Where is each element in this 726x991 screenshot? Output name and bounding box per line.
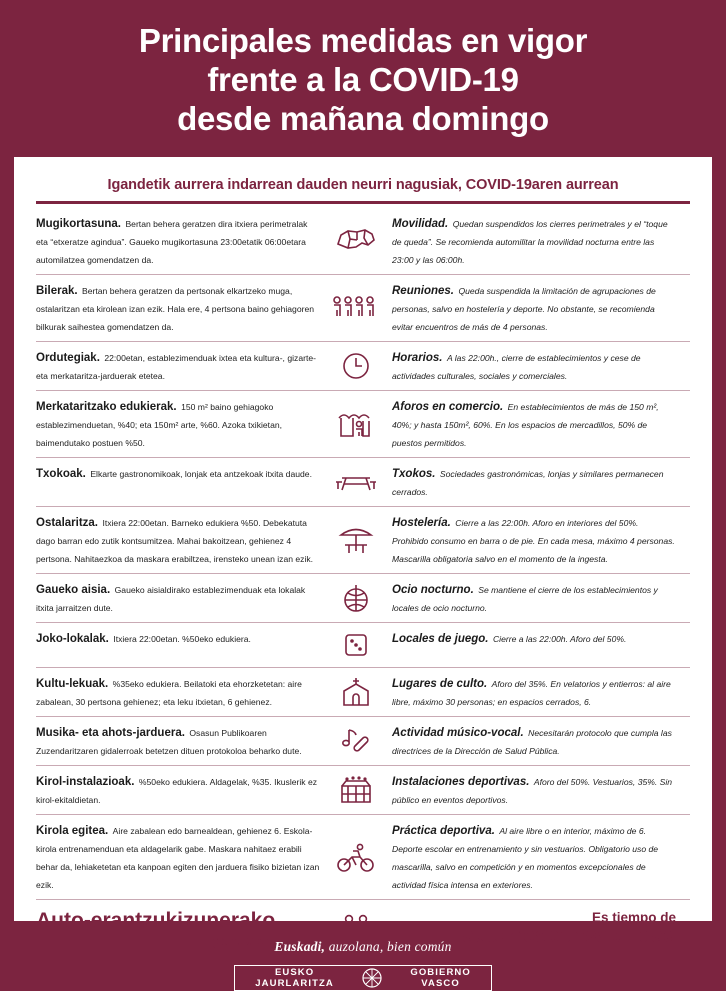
measure-es <box>386 579 676 617</box>
measure-text-es: Queda suspendida la limitación de agrupaciones de personas, salvo en hostelería y deporte. No obstante, se recomienda evitar encuentros de más de 4 personas. <box>392 285 656 332</box>
measure-term-eu: Mugikortasuna. <box>36 217 121 230</box>
disco-ball-icon <box>326 579 386 617</box>
measure-eu <box>36 820 326 894</box>
measure-term-eu: Gaueko aisia. <box>36 583 111 596</box>
measure-term-es: Horarios. <box>392 351 443 364</box>
measure-es <box>386 673 676 711</box>
measure-text-eu: Bertan behera geratzen dira itxiera perimetralak eta “etxeratze agindua”. Gaueko mugikortasuna 23:00etatik 06:00etara automilatzea gomendatzen da. <box>36 218 308 265</box>
measure-term-eu: Kirola egitea. <box>36 824 109 837</box>
measure-es <box>386 213 676 269</box>
map-basque-country-icon <box>326 213 386 269</box>
measure-term-eu: Merkataritzako edukierak. <box>36 400 177 413</box>
list-item <box>36 507 690 574</box>
measure-text-eu: Osasun Publikoaren Zuzendaritzaren gidalerroak betetzen dituen protokoloa beharko dute. <box>36 727 302 756</box>
measure-text-es: Al aire libre o en interior, máximo de 6. Deporte escolar en entrenamiento y sin vestuarios. Obligatorio uso de mascarilla, salvo en competición y en momentos excepcionales de actividad física intensa en exteriores. <box>392 825 659 890</box>
table-bench-icon <box>326 463 386 501</box>
list-item <box>36 766 690 815</box>
slogan-eu-line-1: Auto-erantzukizunerako <box>36 908 276 932</box>
measure-text-es: Cierre a las 22:00h. Aforo del 50%. <box>492 633 627 644</box>
measure-term-es: Txokos. <box>392 467 436 480</box>
list-item <box>36 574 690 623</box>
measure-es <box>386 628 676 662</box>
list-item <box>36 208 690 275</box>
list-item <box>36 391 690 458</box>
measure-text-eu: Elkarte gastronomikoak, lonjak eta antzekoak itxita daude. <box>90 468 312 479</box>
measure-eu <box>36 213 326 269</box>
measure-eu <box>36 280 326 336</box>
list-item <box>36 717 690 766</box>
slogan-eu-line-2: garaia da <box>212 931 274 948</box>
title-line-3: desde mañana domingo <box>177 99 549 137</box>
measure-es <box>386 396 676 452</box>
slogan-es-line-2: autorresponsabilidad <box>462 924 676 948</box>
slogan <box>14 900 712 954</box>
measure-text-eu: Itxiera 22:00etan. Barneko edukiera %50. Debekatuta dago barran edo zutik kontsumitzea. Mahai bakoitzean, gehienez 4 pertsona. Nahitaezkoa da maskara erabiltzea, irensteko unean izan ezik. <box>36 517 314 564</box>
measure-es <box>386 347 676 385</box>
measure-term-es: Locales de juego. <box>392 632 489 645</box>
measure-text-es: Aforo del 50%. Vestuarios, 35%. Sin público en eventos deportivos. <box>392 776 673 805</box>
measure-text-es: Quedan suspendidos los cierres perimetrales y el “toque de queda”. Se recomienda automilitar la movilidad nocturna entre las 23:00 y las 06:00h. <box>392 218 668 265</box>
measure-eu <box>36 722 326 760</box>
basque-government-logo <box>234 965 492 991</box>
measure-text-eu: Aire zabalean edo barnealdean, gehienez 6. Eskola-kirola entrenamenduan eta aldagelarik gabe. Maskara nahitaez erabili behar da, lehiaketetan eta kanpoan egiten den jarduera fisiko bizietan izan ezik. <box>36 825 320 890</box>
page-title <box>30 22 696 139</box>
measure-text-eu: Bertan behera geratzen da pertsonak elkartzeko muga, ostalaritzan eta kirolean izan ezik. Hala ere, 4 pertsona baino gehiagoren bilkurak saihestea gomendatzen da. <box>36 285 315 332</box>
clock-icon <box>326 347 386 385</box>
two-people-icon <box>326 912 386 946</box>
music-note-microphone-icon <box>326 722 386 760</box>
measure-term-es: Lugares de culto. <box>392 677 488 690</box>
measure-eu <box>36 673 326 711</box>
measure-text-es: Sociedades gastronómicas, lonjas y similares permanecen cerrados. <box>392 468 664 497</box>
slogan-es-line-1: Es tiempo de <box>591 910 676 926</box>
terrace-umbrella-icon <box>326 512 386 568</box>
measure-text-eu: Gaueko aisialdirako establezimenduak eta lokalak itxita jarraitzen dute. <box>36 584 306 613</box>
group-of-people-icon <box>326 280 386 336</box>
measure-eu <box>36 771 326 809</box>
stadium-icon <box>326 771 386 809</box>
title-line-1: Principales medidas en vigor <box>138 22 588 59</box>
measure-text-eu: 22:00etan, establezimenduak ixtea eta kultura-, gizarte- eta merkataritza-jarduerak etetea. <box>36 352 316 381</box>
measure-eu <box>36 347 326 385</box>
measure-text-es: Cierre a las 22:00h. Aforo en interiores del 50%. Prohibido consumo en barra o de pie. En cada mesa, máximo 4 personas. Mascarilla obligatoria salvo en el momento de la ingesta. <box>392 517 675 564</box>
measure-es <box>386 280 676 336</box>
measure-term-eu: Kirol-instalazioak. <box>36 775 135 788</box>
measure-eu <box>36 628 326 662</box>
measure-text-es: Se mantiene el cierre de los establecimientos y locales de ocio nocturno. <box>392 584 658 613</box>
measure-text-eu: Itxiera 22:00etan. %50eko edukiera. <box>113 633 251 644</box>
slogan-es <box>386 910 676 947</box>
list-item <box>36 623 690 668</box>
measure-term-es: Hostelería. <box>392 516 451 529</box>
measure-eu <box>36 579 326 617</box>
measure-es <box>386 463 676 501</box>
measure-text-es: Aforo del 35%. En velatorios y entierros: al aire libre, máximo 30 personas; en espacios cerrados, 6. <box>392 678 671 707</box>
measure-text-es: En establecimientos de más de 150 m², 40%; y hasta 150m², 60%. En los espacios de mercadillos, 50% de puestos permitidos. <box>392 401 659 448</box>
slogan-eu <box>36 910 326 948</box>
measure-text-eu: 150 m² baino gehiagoko establezimenduetan, %40; eta 150m² arte, %60. Azoka txikietan, baimendutako postuen %50. <box>36 401 283 448</box>
list-item <box>36 458 690 507</box>
measure-es <box>386 722 676 760</box>
dice-icon <box>326 628 386 662</box>
divider <box>36 201 690 204</box>
list-item <box>36 342 690 391</box>
measure-es <box>386 512 676 568</box>
measure-eu <box>36 512 326 568</box>
measure-term-eu: Ostalaritza. <box>36 516 98 529</box>
shop-icon <box>326 396 386 452</box>
footer-tagline-rest: auzolana, bien común <box>328 938 452 954</box>
measure-term-eu: Joko-lokalak. <box>36 632 109 645</box>
measure-es <box>386 771 676 809</box>
measure-es <box>386 820 676 894</box>
cyclist-icon <box>326 820 386 894</box>
basque-government-seal-icon <box>362 968 382 988</box>
title-line-2: frente a la COVID-19 <box>207 60 519 98</box>
list-item <box>36 815 690 900</box>
logo-left-text: EUSKO JAURLARITZA <box>255 966 334 989</box>
measure-term-eu: Txokoak. <box>36 467 86 480</box>
measure-text-es: Necesitarán protocolo que cumpla las directrices de la Dirección de Salud Pública. <box>392 727 672 756</box>
measure-term-es: Práctica deportiva. <box>392 824 495 837</box>
measure-term-eu: Musika- eta ahots-jarduera. <box>36 726 185 739</box>
measure-term-es: Reuniones. <box>392 284 454 297</box>
measure-term-es: Ocio nocturno. <box>392 583 474 596</box>
measure-term-es: Instalaciones deportivas. <box>392 775 530 788</box>
poster-header <box>0 0 726 157</box>
church-icon <box>326 673 386 711</box>
card-subtitle: Igandetik aurrera indarrean dauden neurri nagusiak, COVID-19aren aurrean <box>107 176 619 193</box>
logo-right-text: GOBIERNO VASCO <box>410 966 471 989</box>
measure-text-eu: %50eko edukiera. Aldagelak, %35. Ikuslerik ez kirol-ekitaldietan. <box>36 776 318 805</box>
measure-term-es: Movilidad. <box>392 217 449 230</box>
measure-text-es: A las 22:00h., cierre de establecimientos y cese de actividades culturales, sociales y comerciales. <box>392 352 641 381</box>
measures-list <box>14 208 712 900</box>
measure-term-eu: Bilerak. <box>36 284 78 297</box>
list-item <box>36 275 690 342</box>
measure-term-es: Aforos en comercio. <box>392 400 504 413</box>
measure-term-eu: Kultu-lekuak. <box>36 677 109 690</box>
measure-text-eu: %35eko edukiera. Beilatoki eta ehorzketetan: aire zabalean, 30 pertsona gehienez; eta leku itxietan, 6 gehienez. <box>36 678 302 707</box>
measure-eu <box>36 396 326 452</box>
measure-term-es: Actividad músico-vocal. <box>392 726 524 739</box>
measure-term-eu: Ordutegiak. <box>36 351 100 364</box>
measure-eu <box>36 463 326 501</box>
footer-tagline-brand: Euskadi, <box>274 938 326 954</box>
list-item <box>36 668 690 717</box>
